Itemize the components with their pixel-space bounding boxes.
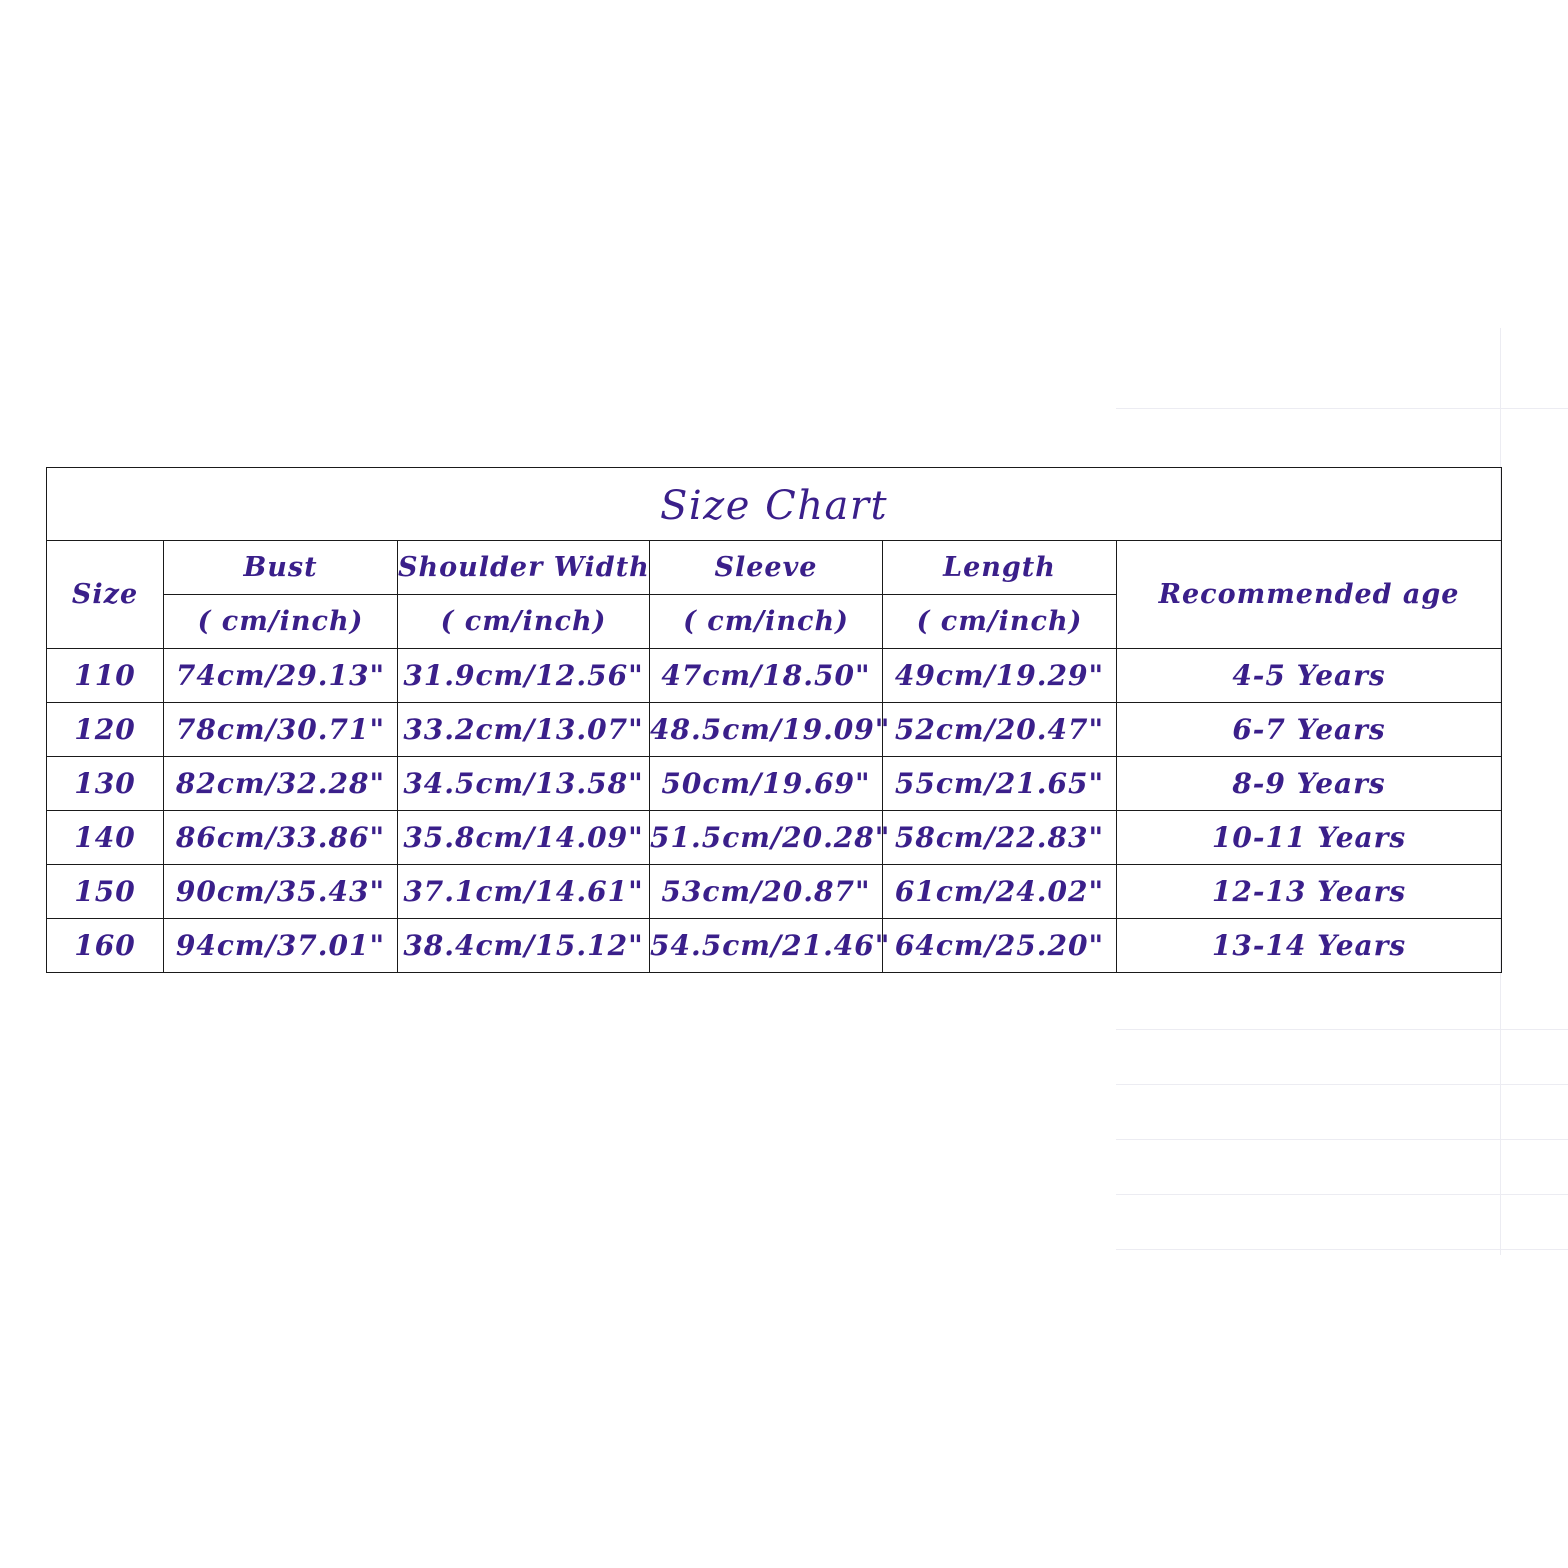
- cell-bust: 78cm/30.71": [164, 703, 398, 757]
- size-chart-table: [46, 467, 1502, 973]
- table-row: [47, 865, 1502, 919]
- cell-sleeve: 47cm/18.50": [650, 649, 883, 703]
- header-recommended-age: Recommended age: [1117, 541, 1502, 649]
- cell-bust: 86cm/33.86": [164, 811, 398, 865]
- cell-sleeve: 50cm/19.69": [650, 757, 883, 811]
- cell-shoulder-width: 31.9cm/12.56": [398, 649, 650, 703]
- header-sleeve: Sleeve: [650, 541, 883, 595]
- table-row: [47, 649, 1502, 703]
- grid-line: [1116, 1084, 1568, 1085]
- header-size: Size: [47, 541, 164, 649]
- cell-size: 120: [47, 703, 164, 757]
- chart-title: Size Chart: [47, 468, 1502, 541]
- cell-sleeve: 54.5cm/21.46": [650, 919, 883, 973]
- cell-length: 49cm/19.29": [883, 649, 1117, 703]
- title-row: [47, 468, 1502, 541]
- cell-shoulder-width: 37.1cm/14.61": [398, 865, 650, 919]
- cell-length: 64cm/25.20": [883, 919, 1117, 973]
- cell-shoulder-width: 38.4cm/15.12": [398, 919, 650, 973]
- cell-size: 130: [47, 757, 164, 811]
- cell-shoulder-width: 33.2cm/13.07": [398, 703, 650, 757]
- unit-shoulder-width: ( cm/inch): [398, 595, 650, 649]
- cell-bust: 74cm/29.13": [164, 649, 398, 703]
- unit-bust: ( cm/inch): [164, 595, 398, 649]
- header-row: [47, 541, 1502, 595]
- cell-shoulder-width: 34.5cm/13.58": [398, 757, 650, 811]
- cell-recommended-age: 12-13 Years: [1117, 865, 1502, 919]
- cell-length: 61cm/24.02": [883, 865, 1117, 919]
- cell-sleeve: 53cm/20.87": [650, 865, 883, 919]
- cell-sleeve: 48.5cm/19.09": [650, 703, 883, 757]
- cell-length: 52cm/20.47": [883, 703, 1117, 757]
- cell-size: 110: [47, 649, 164, 703]
- grid-line: [1116, 1249, 1568, 1250]
- cell-bust: 90cm/35.43": [164, 865, 398, 919]
- cell-size: 150: [47, 865, 164, 919]
- cell-recommended-age: 4-5 Years: [1117, 649, 1502, 703]
- cell-recommended-age: 10-11 Years: [1117, 811, 1502, 865]
- unit-length: ( cm/inch): [883, 595, 1117, 649]
- cell-bust: 82cm/32.28": [164, 757, 398, 811]
- header-length: Length: [883, 541, 1117, 595]
- cell-length: 55cm/21.65": [883, 757, 1117, 811]
- grid-line: [1116, 1029, 1568, 1030]
- header-bust: Bust: [164, 541, 398, 595]
- table-row: [47, 757, 1502, 811]
- table-row: [47, 703, 1502, 757]
- table-row: [47, 919, 1502, 973]
- cell-size: 140: [47, 811, 164, 865]
- cell-recommended-age: 8-9 Years: [1117, 757, 1502, 811]
- cell-bust: 94cm/37.01": [164, 919, 398, 973]
- grid-line: [1116, 1139, 1568, 1140]
- header-shoulder-width: Shoulder Width: [398, 541, 650, 595]
- grid-line: [1116, 1194, 1568, 1195]
- cell-size: 160: [47, 919, 164, 973]
- cell-length: 58cm/22.83": [883, 811, 1117, 865]
- table-row: [47, 811, 1502, 865]
- cell-recommended-age: 13-14 Years: [1117, 919, 1502, 973]
- unit-sleeve: ( cm/inch): [650, 595, 883, 649]
- grid-line: [1116, 408, 1568, 409]
- cell-recommended-age: 6-7 Years: [1117, 703, 1502, 757]
- cell-sleeve: 51.5cm/20.28": [650, 811, 883, 865]
- cell-shoulder-width: 35.8cm/14.09": [398, 811, 650, 865]
